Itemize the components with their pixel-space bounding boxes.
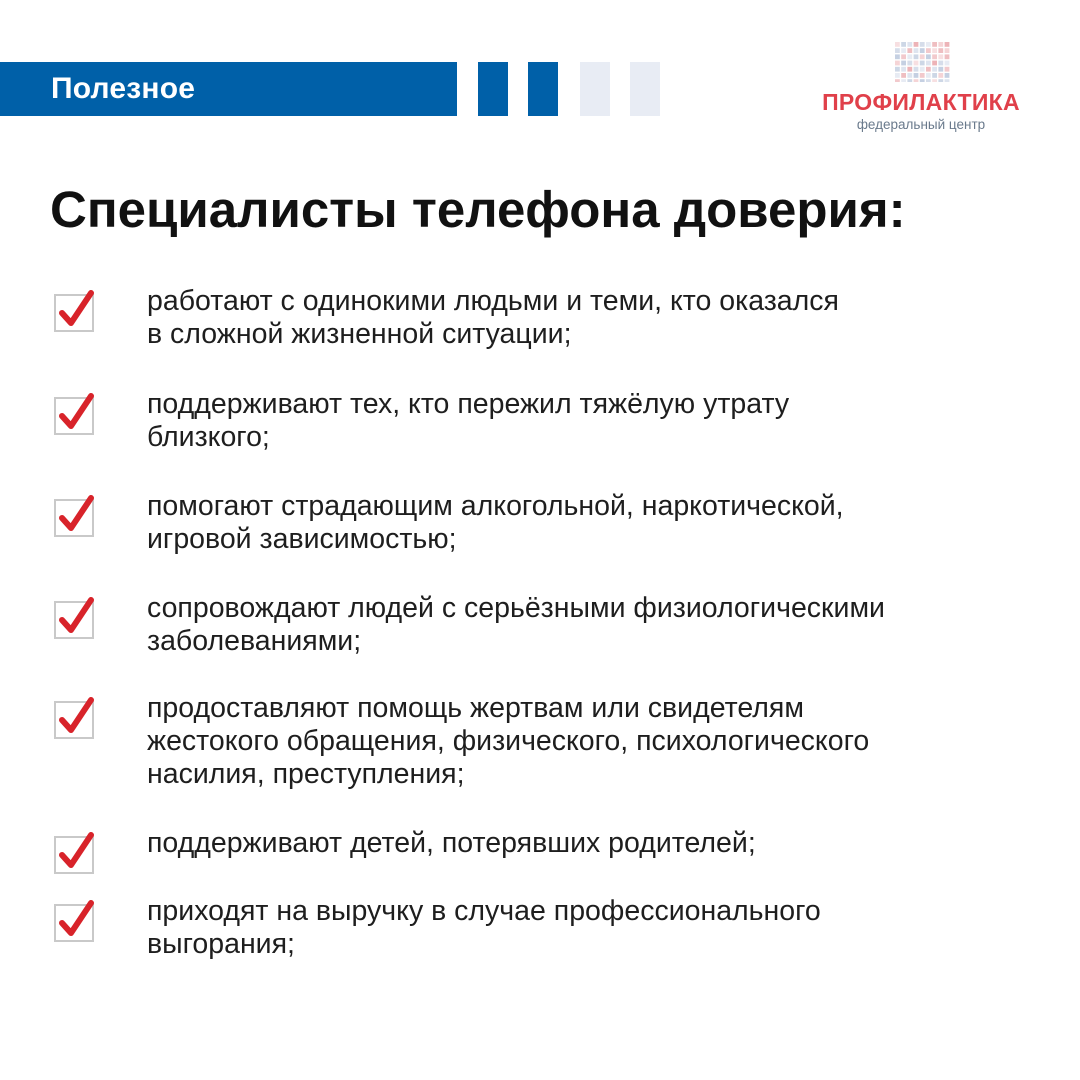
list-item-text — [147, 592, 1047, 658]
checkbox-checked-icon — [53, 899, 97, 943]
list-item-line: поддерживают тех, кто пережил тяжёлую утрату — [147, 388, 790, 420]
checkbox-checked-icon — [53, 696, 97, 740]
list-item-line: заболеваниями; — [147, 625, 362, 657]
list-item-line: приходят на выручку в случае профессионального — [147, 895, 821, 927]
list-item-line: близкого; — [147, 421, 270, 453]
list-item-line: игровой зависимостью; — [147, 523, 457, 555]
list-item-text — [147, 388, 1047, 454]
page-title: Специалисты телефона доверия: — [50, 181, 906, 238]
list-item-line: жестокого обращения, физического, психологического — [147, 725, 870, 757]
checkbox-checked-icon — [53, 494, 97, 538]
list-item-line: помогают страдающим алкогольной, наркотической, — [147, 490, 844, 522]
list-item-text — [147, 692, 1047, 791]
list-item-line: сопровождают людей с серьёзными физиологическими — [147, 592, 885, 624]
list-item-text — [147, 895, 1047, 961]
logo-name: ПРОФИЛАКТИКА — [822, 89, 1020, 115]
list-item-line: насилия, преступления; — [147, 758, 465, 790]
list-item-text — [147, 285, 1047, 351]
list-item-text — [147, 490, 1047, 556]
checkbox-checked-icon — [53, 392, 97, 436]
list-item-line: в сложной жизненной ситуации; — [147, 318, 572, 350]
list-item-text — [147, 827, 1047, 860]
list-item-line: поддерживают детей, потерявших родителей; — [147, 827, 756, 859]
checkbox-checked-icon — [53, 596, 97, 640]
checkbox-checked-icon — [53, 289, 97, 333]
list-item-line: продоставляют помощь жертвам или свидетелям — [147, 692, 804, 724]
list-item-line: выгорания; — [147, 928, 295, 960]
logo-subtitle: федеральный центр — [856, 117, 986, 132]
checkbox-checked-icon — [53, 831, 97, 875]
list-item-line: работают с одинокими людьми и теми, кто оказался — [147, 285, 839, 317]
header-label: Полезное — [51, 72, 196, 105]
